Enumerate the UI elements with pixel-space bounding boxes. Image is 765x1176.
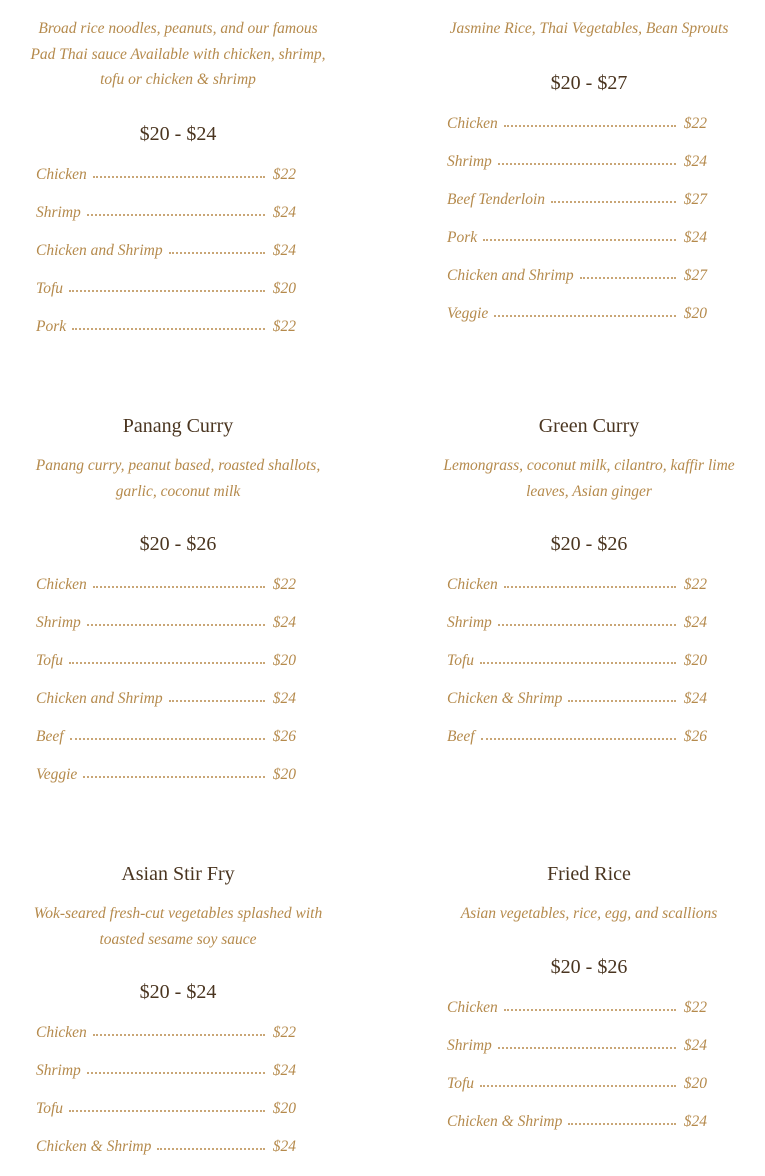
option-price: $24 (272, 614, 296, 631)
option-row[interactable] (36, 728, 296, 766)
dot-leader (69, 1110, 265, 1112)
option-price: $22 (272, 166, 296, 183)
dot-leader (87, 1072, 265, 1074)
dot-leader (498, 163, 676, 165)
option-name: Chicken and Shrimp (447, 267, 574, 284)
option-row[interactable] (36, 1024, 296, 1062)
option-price: $20 (683, 652, 707, 669)
option-row[interactable] (447, 1037, 707, 1075)
option-price: $27 (683, 267, 707, 284)
option-row[interactable] (36, 1100, 296, 1138)
menu-card-description: Panang curry, peanut based, roasted shallots, garlic, coconut milk (35, 457, 321, 500)
option-row[interactable] (447, 267, 707, 305)
menu-card-title: Green Curry (538, 415, 640, 437)
option-name: Shrimp (447, 1037, 492, 1054)
option-name: Chicken & Shrimp (447, 1113, 563, 1130)
dot-leader (494, 315, 675, 317)
option-name: Tofu (36, 652, 64, 669)
option-name: Chicken & Shrimp (447, 690, 563, 707)
option-row[interactable] (36, 204, 296, 242)
option-price: $24 (683, 614, 707, 631)
option-name: Chicken and Shrimp (36, 690, 163, 707)
option-price: $22 (272, 318, 296, 335)
dot-leader (169, 700, 265, 702)
menu-card-title: Fried Rice (547, 863, 631, 885)
option-name: Veggie (447, 305, 489, 322)
dot-leader (498, 624, 676, 626)
dot-leader (551, 201, 676, 203)
option-price: $24 (683, 1037, 707, 1054)
dot-leader (157, 1148, 264, 1150)
option-row[interactable] (36, 1138, 296, 1176)
menu-card-price-range: $20 - $26 (550, 956, 628, 978)
option-row[interactable] (447, 153, 707, 191)
option-price: $24 (683, 690, 707, 707)
option-price: $24 (683, 229, 707, 246)
option-price: $22 (683, 115, 707, 132)
menu-card-title: Asian Stir Fry (121, 863, 235, 885)
menu-card-fried-rice (429, 861, 749, 1130)
option-row[interactable] (36, 576, 296, 614)
option-row[interactable] (36, 652, 296, 690)
menu-card-asian-stir-fry (18, 861, 338, 1155)
option-name: Shrimp (447, 153, 492, 170)
option-name: Beef Tenderloin (447, 191, 546, 208)
option-price: $26 (272, 728, 296, 745)
option-name: Beef (36, 728, 64, 745)
option-price: $20 (683, 305, 707, 322)
dot-leader (504, 586, 676, 588)
menu-card-description: Jasmine Rice, Thai Vegetables, Bean Sprouts (449, 20, 729, 37)
option-name: Chicken (36, 1024, 87, 1041)
option-price: $20 (272, 766, 296, 783)
dot-leader (70, 738, 265, 740)
option-name: Shrimp (36, 614, 81, 631)
option-price: $22 (683, 576, 707, 593)
option-price: $24 (683, 153, 707, 170)
menu-card-description: Wok-seared fresh-cut vegetables splashed with toasted sesame soy sauce (33, 905, 323, 948)
option-price: $20 (683, 1075, 707, 1092)
menu-card-green-curry (429, 413, 749, 745)
option-row[interactable] (447, 191, 707, 229)
option-list (447, 115, 707, 343)
option-name: Tofu (447, 1075, 475, 1092)
option-row[interactable] (447, 1113, 707, 1151)
option-row[interactable] (447, 999, 707, 1037)
option-name: Chicken (36, 576, 87, 593)
option-list (36, 1024, 296, 1176)
option-name: Shrimp (36, 204, 81, 221)
option-list (36, 576, 296, 804)
dot-leader (87, 624, 265, 626)
option-price: $24 (272, 204, 296, 221)
dot-leader (504, 125, 676, 127)
option-row[interactable] (447, 690, 707, 728)
option-name: Veggie (36, 766, 78, 783)
dot-leader (480, 662, 676, 664)
dot-leader (93, 586, 265, 588)
option-price: $24 (272, 690, 296, 707)
menu-card-noodles (18, 0, 338, 335)
option-row[interactable] (447, 614, 707, 652)
menu-card-description: Lemongrass, coconut milk, cilantro, kaffir lime leaves, Asian ginger (443, 457, 735, 500)
option-price: $24 (683, 1113, 707, 1130)
menu-card-price-range: $20 - $24 (139, 981, 217, 1003)
option-row[interactable] (447, 576, 707, 614)
option-row[interactable] (36, 166, 296, 204)
option-name: Shrimp (36, 1062, 81, 1079)
option-list (447, 576, 707, 766)
option-row[interactable] (447, 728, 707, 766)
dot-leader (93, 176, 265, 178)
option-price: $24 (272, 1138, 296, 1155)
option-price: $22 (272, 576, 296, 593)
option-row[interactable] (447, 1075, 707, 1113)
dot-leader (69, 290, 265, 292)
option-list (447, 999, 707, 1151)
option-name: Shrimp (447, 614, 492, 631)
menu-card-price-range: $20 - $27 (550, 72, 628, 94)
dot-leader (504, 1009, 676, 1011)
option-name: Beef (447, 728, 475, 745)
dot-leader (69, 662, 265, 664)
dot-leader (580, 277, 676, 279)
option-name: Tofu (36, 280, 64, 297)
dot-leader (169, 252, 265, 254)
option-row[interactable] (36, 318, 296, 356)
option-name: Chicken (447, 999, 498, 1016)
option-name: Chicken & Shrimp (36, 1138, 152, 1155)
option-price: $24 (272, 242, 296, 259)
option-name: Pork (36, 318, 67, 335)
option-name: Tofu (447, 652, 475, 669)
option-price: $20 (272, 1100, 296, 1117)
dot-leader (93, 1034, 265, 1036)
option-price: $26 (683, 728, 707, 745)
option-name: Chicken (447, 115, 498, 132)
dot-leader (481, 738, 676, 740)
option-name: Pork (447, 229, 478, 246)
option-name: Chicken (447, 576, 498, 593)
option-row[interactable] (36, 766, 296, 804)
option-row[interactable] (36, 690, 296, 728)
menu-card-description: Asian vegetables, rice, egg, and scallions (460, 905, 718, 922)
menu-card-price-range: $20 - $26 (550, 533, 628, 555)
menu-card-rice (429, 0, 749, 322)
dot-leader (480, 1085, 676, 1087)
option-name: Chicken (36, 166, 87, 183)
option-list (36, 166, 296, 356)
option-price: $27 (683, 191, 707, 208)
option-row[interactable] (447, 305, 707, 343)
option-name: Tofu (36, 1100, 64, 1117)
menu-card-description: Broad rice noodles, peanuts, and our famous Pad Thai sauce Available with chicken, shrimp, tofu or chicken & shrimp (30, 20, 326, 88)
option-row[interactable] (36, 280, 296, 318)
dot-leader (72, 328, 265, 330)
menu-card-title: Panang Curry (122, 415, 234, 437)
dot-leader (498, 1047, 676, 1049)
dot-leader (87, 214, 265, 216)
option-price: $24 (272, 1062, 296, 1079)
option-row[interactable] (36, 1062, 296, 1100)
option-row[interactable] (447, 229, 707, 267)
option-price: $22 (272, 1024, 296, 1041)
option-name: Chicken and Shrimp (36, 242, 163, 259)
option-price: $22 (683, 999, 707, 1016)
menu-card-price-range: $20 - $26 (139, 533, 217, 555)
option-price: $20 (272, 652, 296, 669)
menu-card-panang-curry (18, 413, 338, 783)
dot-leader (568, 1123, 675, 1125)
menu-card-price-range: $20 - $24 (139, 123, 217, 145)
dot-leader (83, 776, 264, 778)
dot-leader (483, 239, 676, 241)
option-row[interactable] (447, 652, 707, 690)
dot-leader (568, 700, 675, 702)
option-row[interactable] (447, 115, 707, 153)
option-row[interactable] (36, 614, 296, 652)
option-price: $20 (272, 280, 296, 297)
option-row[interactable] (36, 242, 296, 280)
